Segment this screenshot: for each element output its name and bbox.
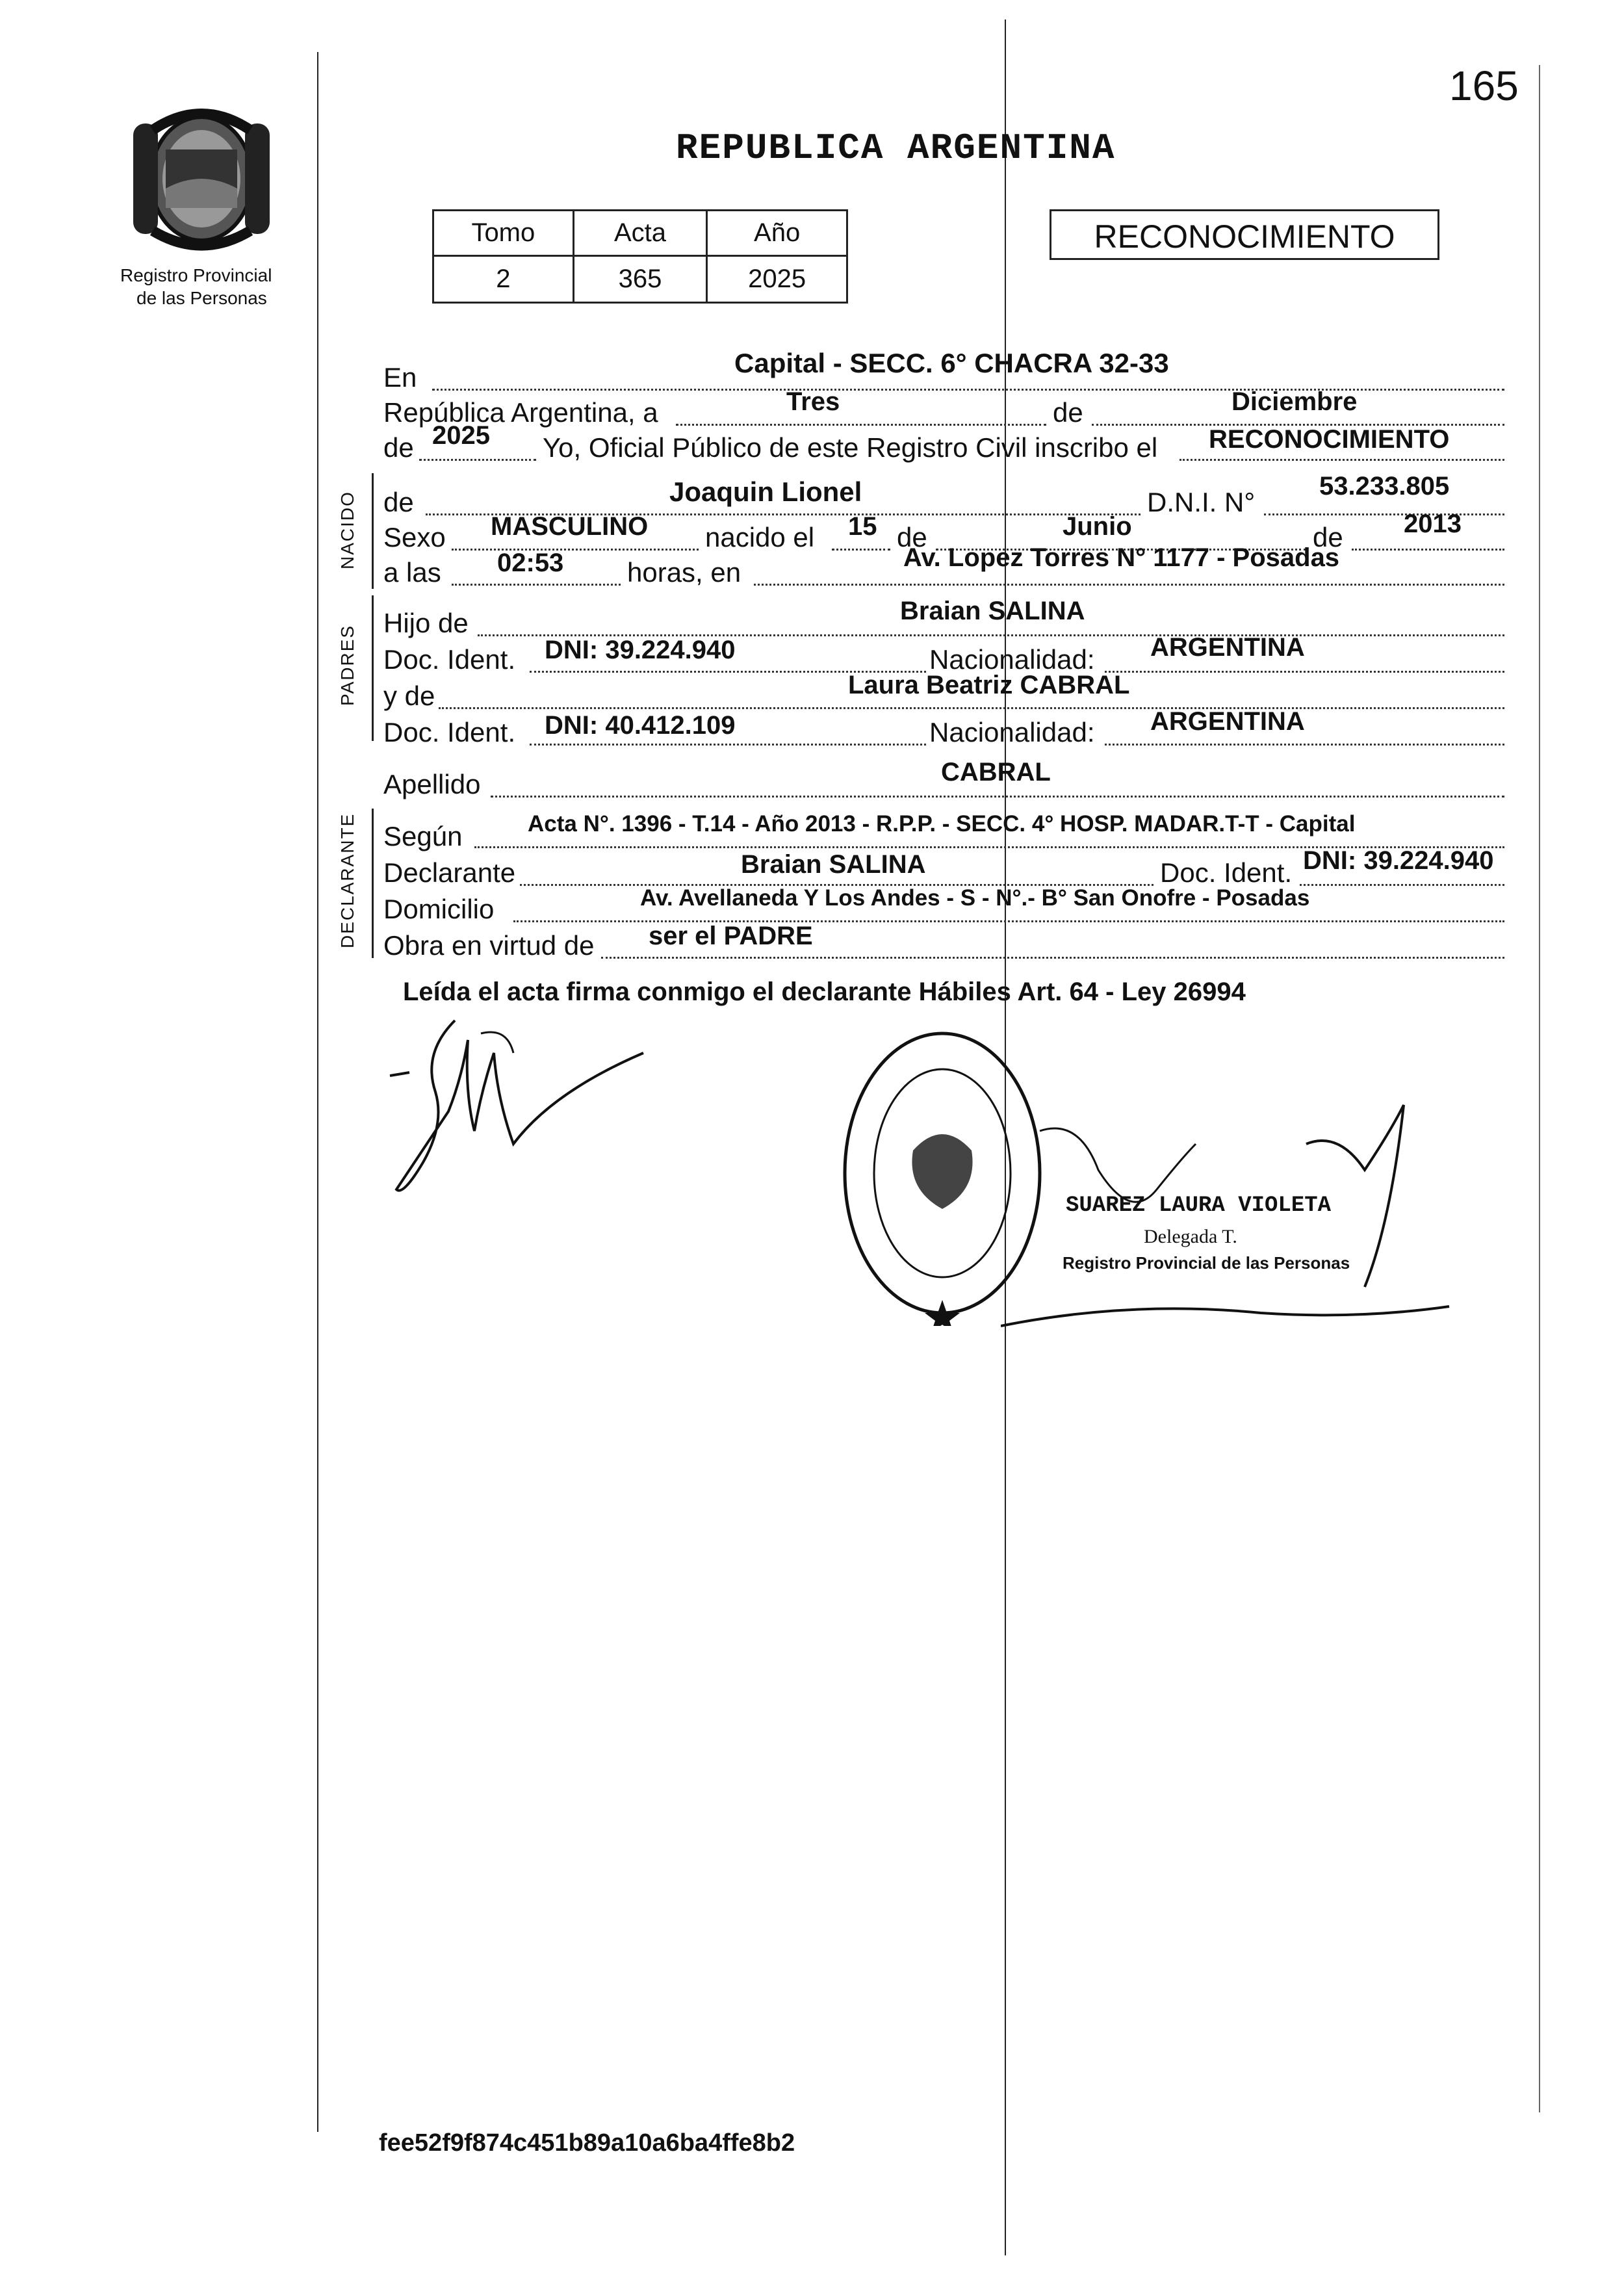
official-org-stamp: Registro Provincial de las Personas [1063, 1253, 1350, 1273]
declarante-label: Declarante [383, 857, 516, 888]
nacido-de-label: de [383, 487, 414, 517]
nacido-el-label: nacido el [705, 522, 815, 552]
place-value: Capital - SECC. 6° CHACRA 32-33 [734, 348, 1169, 378]
obra-value: ser el PADRE [649, 922, 813, 950]
mother-doc-underline [530, 744, 926, 746]
table-value-anio: 2025 [707, 256, 847, 303]
domicilio-label: Domicilio [383, 894, 495, 924]
official-name-stamp: SUAREZ LAURA VIOLETA [1066, 1193, 1332, 1218]
closing-statement: Leída el acta firma conmigo el declarante Hábiles Art. 64 - Ley 26994 [403, 978, 1246, 1006]
obra-label: Obra en virtud de [383, 930, 595, 961]
hijo-de-label: Hijo de [383, 608, 469, 638]
province-crest-logo [120, 104, 283, 253]
yo-text: Yo, Oficial Público de este Registro Civil inscribo el [543, 432, 1158, 463]
declarante-doc: DNI: 39.224.940 [1303, 846, 1494, 875]
document-title: REPUBLICA ARGENTINA [676, 127, 1116, 169]
sexo-label: Sexo [383, 522, 446, 552]
father-doc: DNI: 39.224.940 [545, 636, 736, 664]
right-margin-line [1539, 65, 1540, 2112]
declarante-doc-underline [1300, 884, 1504, 886]
dni-label: D.N.I. N° [1147, 487, 1256, 517]
dni-underline [1264, 513, 1504, 515]
birth-year: 2013 [1404, 510, 1462, 538]
sexo-underline [452, 549, 699, 551]
father-nat-underline [1105, 671, 1504, 673]
mother-nationality: ARGENTINA [1150, 707, 1305, 736]
birth-year-underline [1352, 549, 1504, 551]
father-nationality: ARGENTINA [1150, 633, 1305, 662]
apellido-underline [491, 796, 1504, 798]
birth-time: 02:53 [497, 549, 564, 577]
nacido-de-label-2: de [897, 522, 927, 552]
declarante-doc-label: Doc. Ident. [1160, 857, 1293, 888]
table-value-tomo: 2 [433, 256, 574, 303]
year-value: 2025 [432, 421, 490, 450]
de-label-1: de [1053, 397, 1083, 428]
apellido-value: CABRAL [941, 758, 1051, 786]
table-header-anio: Año [707, 211, 847, 256]
declarante-bracket [372, 809, 374, 958]
declarant-signature [383, 1014, 656, 1209]
birth-day-underline [832, 549, 890, 551]
registry-name-line1: Registro Provincial [120, 265, 272, 285]
day-value: Tres [786, 387, 840, 416]
document-hash: fee52f9f874c451b89a10a6ba4ffe8b2 [379, 2129, 795, 2157]
official-role-stamp: Delegada T. [1144, 1226, 1237, 1247]
birth-place: Av. Lopez Torres N° 1177 - Posadas [903, 543, 1340, 572]
table-value-acta: 365 [573, 256, 707, 303]
child-dni: 53.233.805 [1319, 472, 1450, 500]
father-nat-label: Nacionalidad: [929, 644, 1095, 675]
mother-nat-label: Nacionalidad: [929, 717, 1095, 747]
nacido-section-label: NACIDO [337, 491, 357, 569]
mother-doc-label: Doc. Ident. [383, 717, 516, 747]
a-las-label: a las [383, 557, 441, 588]
month-value: Diciembre [1231, 387, 1358, 416]
mother-doc: DNI: 40.412.109 [545, 711, 736, 740]
padres-section-label: PADRES [337, 624, 357, 706]
segun-value: Acta N°. 1396 - T.14 - Año 2013 - R.P.P. - SECC. 4° HOSP. MADAR.T-T - Capital [528, 811, 1356, 837]
declarante-name: Braian SALINA [741, 850, 926, 879]
obra-underline [601, 957, 1504, 959]
apellido-label: Apellido [383, 769, 481, 799]
birth-place-underline [754, 584, 1504, 586]
en-label: En [383, 362, 417, 393]
domicilio-value: Av. Avellaneda Y Los Andes - S - N°.- B° San Onofre - Posadas [640, 885, 1310, 911]
document-type-box [1050, 209, 1439, 260]
sexo-value: MASCULINO [491, 512, 649, 541]
left-margin-line [317, 52, 318, 2132]
segun-label: Según [383, 821, 463, 851]
father-name: Braian SALINA [900, 597, 1085, 625]
act-value: RECONOCIMIENTO [1209, 425, 1450, 454]
child-name: Joaquin Lionel [669, 476, 862, 507]
mother-name: Laura Beatriz CABRAL [848, 671, 1130, 699]
table-header-tomo: Tomo [433, 211, 574, 256]
republica-label: República Argentina, a [383, 397, 658, 428]
day-underline [676, 424, 1046, 426]
nacido-de-label-3: de [1313, 522, 1343, 552]
registry-table [432, 209, 848, 304]
time-underline [452, 584, 621, 586]
act-underline [1179, 459, 1504, 461]
birth-day: 15 [848, 512, 877, 541]
mother-underline [439, 707, 1504, 709]
y-de-label: y de [383, 681, 435, 711]
father-doc-label: Doc. Ident. [383, 644, 516, 675]
year-underline [419, 459, 536, 461]
document-type-label: RECONOCIMIENTO [1094, 218, 1395, 255]
mother-nat-underline [1105, 744, 1504, 746]
padres-bracket [372, 595, 374, 741]
page-number: 165 [1449, 62, 1519, 109]
de-label-2: de [383, 432, 414, 463]
declarante-section-label: DECLARANTE [337, 812, 357, 948]
table-header-acta: Acta [573, 211, 707, 256]
nacido-bracket [372, 473, 374, 589]
birth-month: Junio [1063, 512, 1132, 541]
registry-name-line2: de las Personas [136, 288, 267, 308]
horas-label: horas, en [627, 557, 741, 588]
